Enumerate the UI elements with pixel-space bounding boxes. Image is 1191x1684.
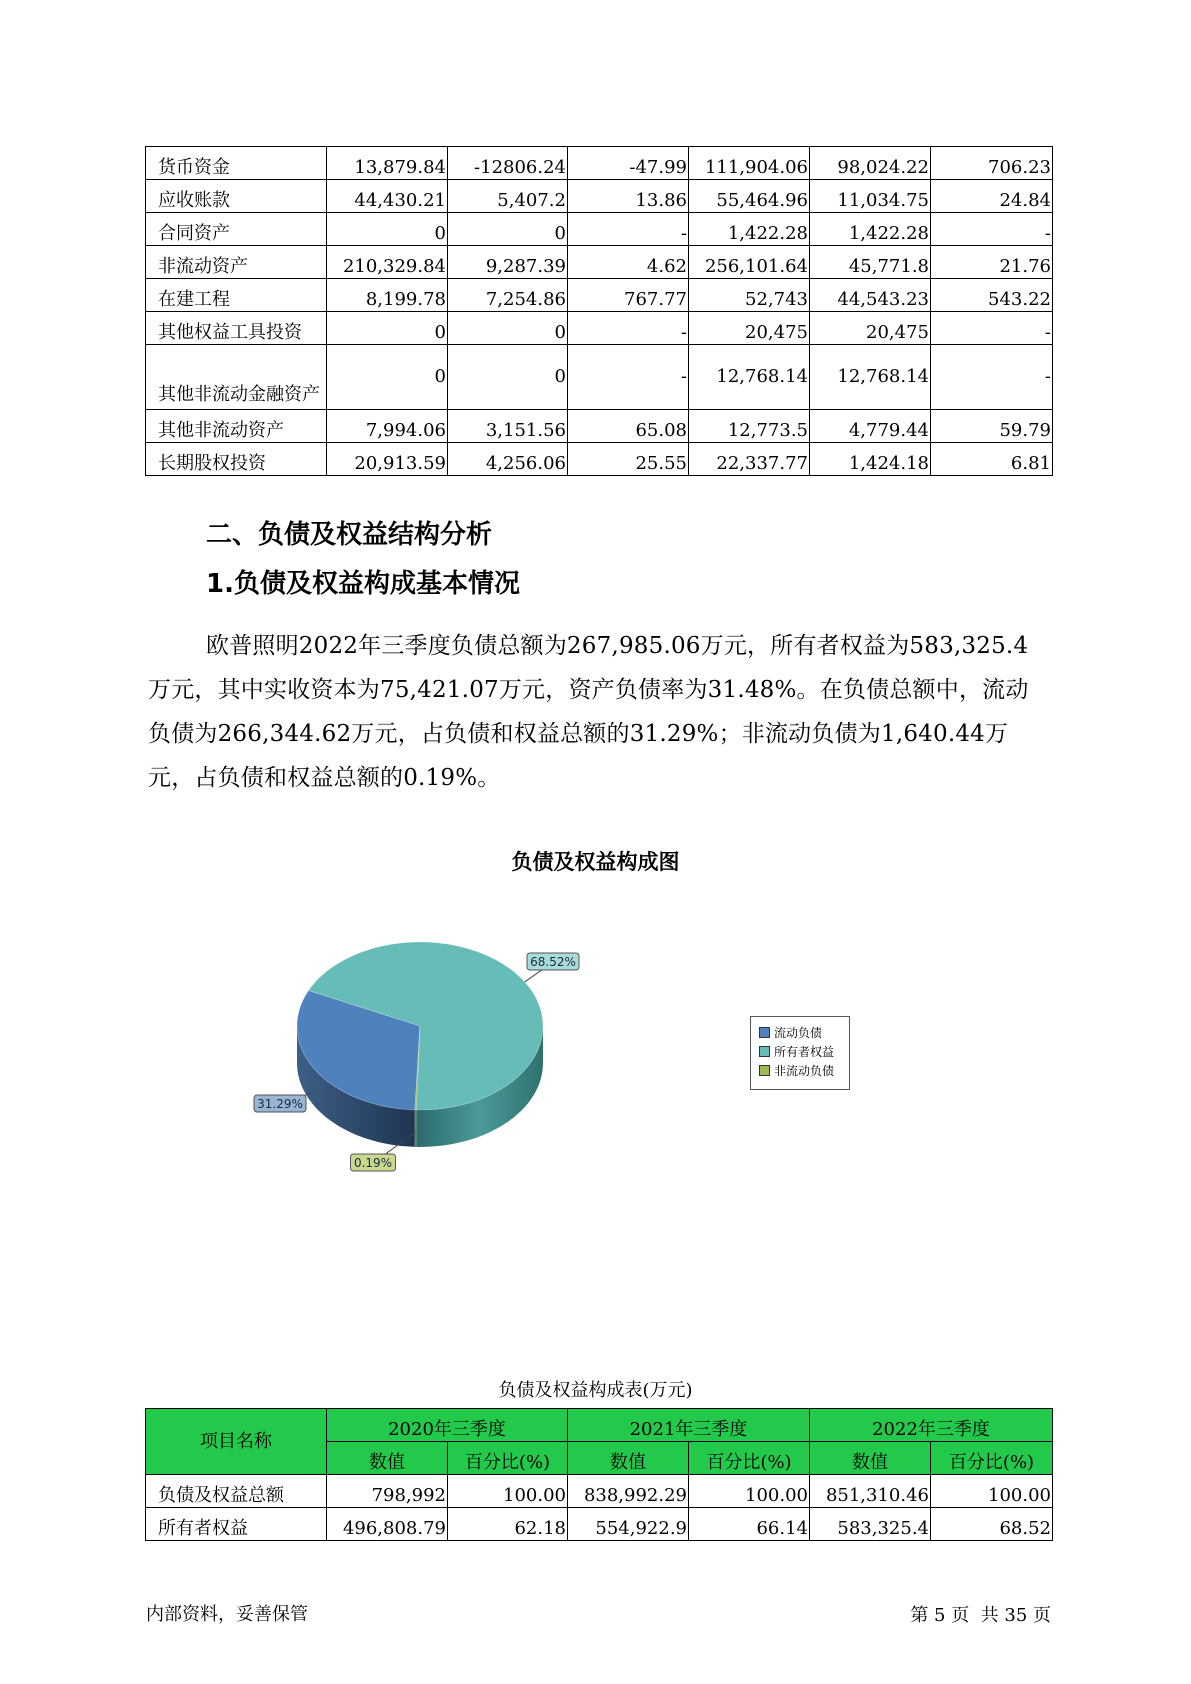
- header-value: 数值: [810, 1442, 931, 1475]
- cell-value: 1,424.18: [810, 443, 931, 476]
- cell-value: 4,779.44: [810, 410, 931, 443]
- cell-value: 13.86: [568, 180, 689, 213]
- legend-swatch: [759, 1027, 770, 1038]
- analysis-paragraph: 欧普照明2022年三季度负债总额为267,985.06万元，所有者权益为583,325.4万元，其中实收资本为75,421.07万元，资产负债率为31.48%。在负债总额中，流动负债为266,344.62万元，占负债和权益总额的31.29%；非流动负债为1,640.44万元，占负债和权益总额的0.19%。: [148, 633, 1029, 791]
- table-row: [146, 345, 1053, 410]
- row-label: 所有者权益: [146, 1508, 327, 1541]
- chart-legend: [750, 1016, 850, 1090]
- row-label: 其他非流动资产: [146, 410, 327, 443]
- cell-value: 25.55: [568, 443, 689, 476]
- cell-value: -47.99: [568, 147, 689, 180]
- cell-value: 59.79: [931, 410, 1053, 443]
- cell-value: 98,024.22: [810, 147, 931, 180]
- cell-value: 6.81: [931, 443, 1053, 476]
- footer-confidential: 内部资料，妥善保管: [146, 1604, 308, 1625]
- table-row: [146, 279, 1053, 312]
- asset-change-table: [145, 146, 1053, 476]
- cell-value: 838,992.29: [568, 1475, 689, 1508]
- cell-value: 20,913.59: [327, 443, 448, 476]
- cell-value: 1,422.28: [689, 213, 810, 246]
- legend-label: 非流动负债: [774, 1064, 835, 1078]
- pie-chart: [0, 900, 1191, 1180]
- legend-swatch: [759, 1046, 770, 1057]
- cell-value: 1,422.28: [810, 213, 931, 246]
- row-label: 其他权益工具投资: [146, 312, 327, 345]
- cell-value: 767.77: [568, 279, 689, 312]
- cell-percent: 100.00: [689, 1475, 810, 1508]
- section-heading: 二、负债及权益结构分析: [206, 520, 493, 550]
- cell-value: 798,992: [327, 1475, 448, 1508]
- cell-value: 0: [448, 312, 568, 345]
- cell-percent: 66.14: [689, 1508, 810, 1541]
- cell-value: 496,808.79: [327, 1508, 448, 1541]
- row-label: 负债及权益总额: [146, 1475, 327, 1508]
- table-row: [146, 1508, 1053, 1541]
- data-label: 31.29%: [257, 1097, 303, 1111]
- cell-percent: 100.00: [931, 1475, 1053, 1508]
- footer-page-number: 第 5 页 共 35 页: [910, 1605, 1051, 1626]
- header-value: 数值: [568, 1442, 689, 1475]
- header-percent: 百分比(%): [448, 1442, 568, 1475]
- cell-value: 13,879.84: [327, 147, 448, 180]
- cell-value: 12,768.14: [689, 345, 810, 410]
- cell-value: 44,543.23: [810, 279, 931, 312]
- cell-value: 256,101.64: [689, 246, 810, 279]
- legend-item-noncurrent-liabilities: [759, 1063, 834, 1079]
- cell-value: -: [568, 345, 689, 410]
- row-label: 其他非流动金融资产: [146, 345, 327, 410]
- cell-value: 55,464.96: [689, 180, 810, 213]
- cell-value: 20,475: [689, 312, 810, 345]
- cell-value: 4.62: [568, 246, 689, 279]
- cell-value: 52,743: [689, 279, 810, 312]
- cell-value: 543.22: [931, 279, 1053, 312]
- cell-value: 22,337.77: [689, 443, 810, 476]
- cell-value: 20,475: [810, 312, 931, 345]
- row-label: 货币资金: [146, 147, 327, 180]
- legend-label: 流动负债: [774, 1026, 823, 1040]
- cell-value: 7,254.86: [448, 279, 568, 312]
- header-value: 数值: [327, 1442, 448, 1475]
- cell-value: 851,310.46: [810, 1475, 931, 1508]
- legend-swatch: [759, 1065, 770, 1076]
- row-label: 应收账款: [146, 180, 327, 213]
- chart-title: 负债及权益构成图: [511, 850, 680, 874]
- table-row: [146, 443, 1053, 476]
- cell-value: 111,904.06: [689, 147, 810, 180]
- table-row: [146, 147, 1053, 180]
- row-label: 非流动资产: [146, 246, 327, 279]
- cell-value: 24.84: [931, 180, 1053, 213]
- table-row: [146, 1475, 1053, 1508]
- table-row: [146, 312, 1053, 345]
- cell-value: -: [931, 213, 1053, 246]
- legend-item-current-liabilities: [759, 1025, 822, 1041]
- cell-value: 65.08: [568, 410, 689, 443]
- cell-value: 8,199.78: [327, 279, 448, 312]
- subsection-heading: 1.负债及权益构成基本情况: [206, 569, 520, 599]
- cell-value: 12,768.14: [810, 345, 931, 410]
- cell-percent: 68.52: [931, 1508, 1053, 1541]
- row-label: 合同资产: [146, 213, 327, 246]
- header-year-2020: 2020年三季度: [327, 1409, 568, 1442]
- cell-value: 44,430.21: [327, 180, 448, 213]
- cell-value: 45,771.8: [810, 246, 931, 279]
- data-label: 68.52%: [530, 955, 576, 969]
- cell-value: 0: [448, 345, 568, 410]
- table-row: [146, 246, 1053, 279]
- cell-value: 0: [327, 213, 448, 246]
- table-row: [146, 213, 1053, 246]
- header-year-2022: 2022年三季度: [810, 1409, 1053, 1442]
- cell-value: 9,287.39: [448, 246, 568, 279]
- row-label: 长期股权投资: [146, 443, 327, 476]
- table-row: [146, 180, 1053, 213]
- cell-value: 554,922.9: [568, 1508, 689, 1541]
- cell-percent: 62.18: [448, 1508, 568, 1541]
- cell-value: 706.23: [931, 147, 1053, 180]
- header-item-name: 项目名称: [146, 1409, 327, 1475]
- liability-equity-table: [145, 1408, 1053, 1541]
- cell-value: 210,329.84: [327, 246, 448, 279]
- cell-value: 5,407.2: [448, 180, 568, 213]
- data-label: 0.19%: [353, 1156, 393, 1170]
- cell-value: -12806.24: [448, 147, 568, 180]
- cell-value: -: [568, 213, 689, 246]
- header-percent: 百分比(%): [689, 1442, 810, 1475]
- cell-value: 583,325.4: [810, 1508, 931, 1541]
- table-caption: 负债及权益构成表(万元): [498, 1380, 693, 1401]
- cell-value: 0: [327, 312, 448, 345]
- legend-item-owners-equity: [759, 1044, 834, 1060]
- cell-value: -: [931, 312, 1053, 345]
- row-label: 在建工程: [146, 279, 327, 312]
- cell-value: 12,773.5: [689, 410, 810, 443]
- cell-value: -: [568, 312, 689, 345]
- cell-value: 11,034.75: [810, 180, 931, 213]
- legend-label: 所有者权益: [774, 1045, 835, 1059]
- cell-value: 0: [327, 345, 448, 410]
- cell-value: 0: [448, 213, 568, 246]
- cell-value: 21.76: [931, 246, 1053, 279]
- pie-slice-noncurrent-liabilities-side: [415, 1110, 416, 1147]
- cell-percent: 100.00: [448, 1475, 568, 1508]
- cell-value: -: [931, 345, 1053, 410]
- header-percent: 百分比(%): [931, 1442, 1053, 1475]
- table-row: [146, 410, 1053, 443]
- header-year-2021: 2021年三季度: [568, 1409, 810, 1442]
- cell-value: 7,994.06: [327, 410, 448, 443]
- cell-value: 3,151.56: [448, 410, 568, 443]
- cell-value: 4,256.06: [448, 443, 568, 476]
